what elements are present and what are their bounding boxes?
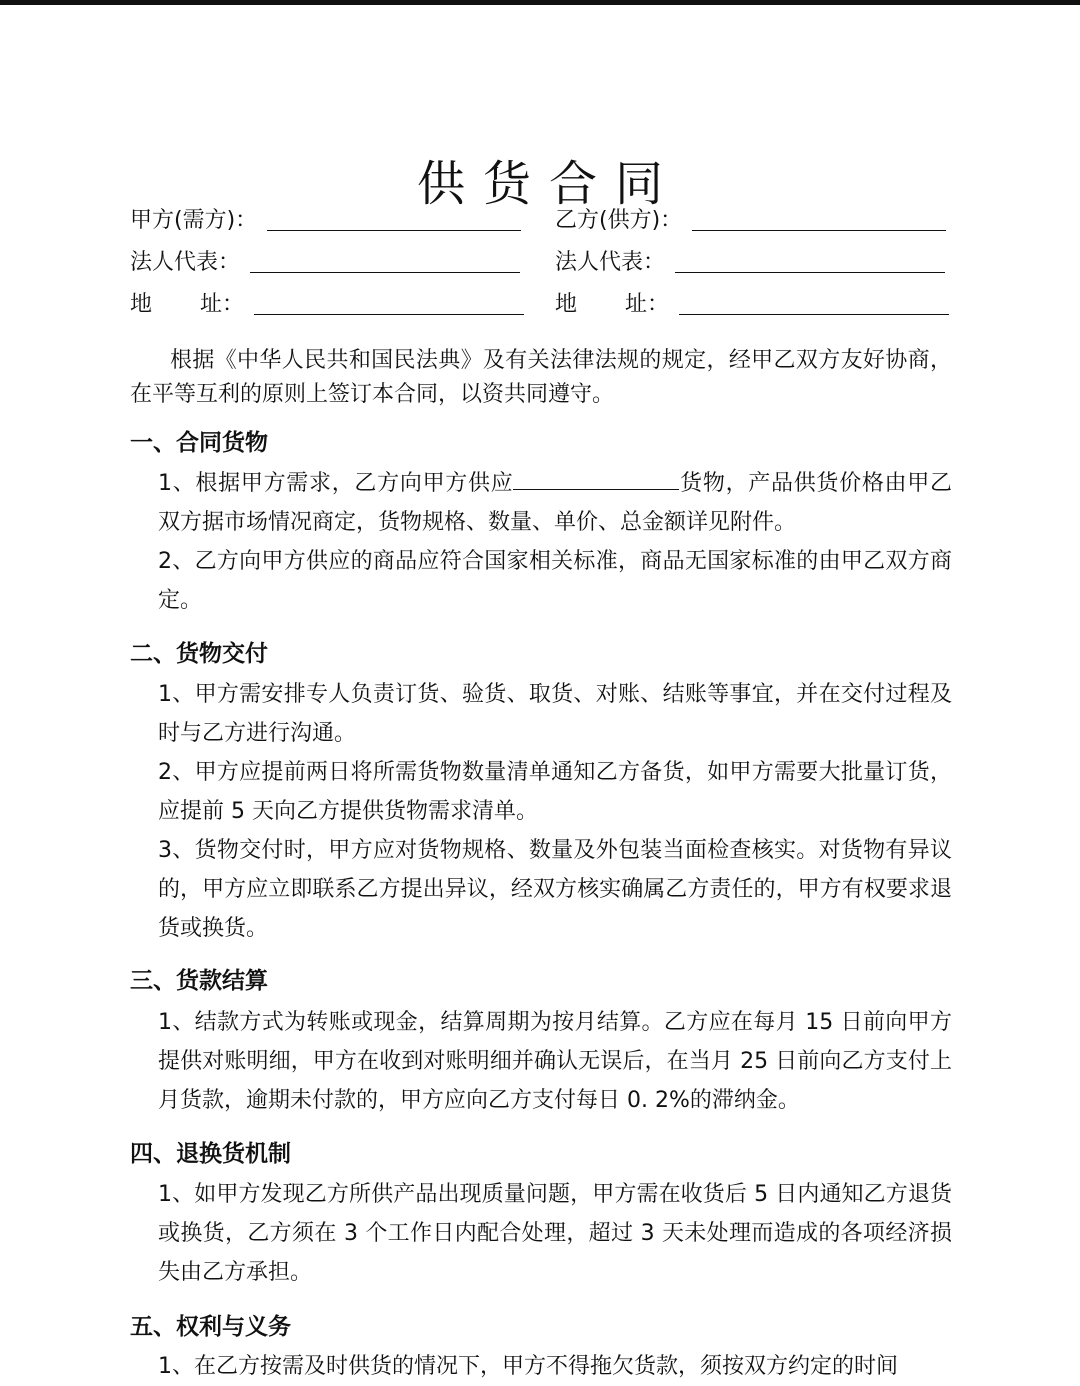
address-label-part-1: 地 (555, 292, 578, 317)
intro-paragraph: 根据《中华人民共和国民法典》及有关法律法规的规定，经甲乙双方友好协商，在平等互利的原则上签订本合同，以资共同遵守。 (130, 348, 952, 407)
party-a-address-blank[interactable] (254, 314, 524, 315)
address-label-part-2: 址： (625, 292, 670, 317)
party-a-rep-label: 法人代表： (130, 250, 241, 275)
party-a-name-blank[interactable] (267, 230, 521, 231)
party-a-rep-row (130, 247, 520, 279)
goods-name-blank[interactable] (513, 467, 679, 490)
section-heading-goods: 一、合同货物 (130, 430, 268, 456)
party-a-address-row (130, 289, 524, 321)
section-heading-delivery: 二、货物交付 (130, 641, 268, 667)
section-2-item-1: 1、甲方需安排专人负责订货、验货、取货、对账、结账等事宜，并在交付过程及时与乙方进行沟通。 (158, 682, 952, 746)
section-2-item-3: 3、货物交付时，甲方应对货物规格、数量及外包装当面检查核实。对货物有异议的，甲方应立即联系乙方提出异议，经双方核实确属乙方责任的，甲方有权要求退货或换货。 (158, 838, 952, 941)
item-text-before-blank: 1、根据甲方需求，乙方向甲方供应 (158, 471, 514, 496)
address-label-part-2: 址： (200, 292, 245, 317)
party-b-rep-blank[interactable] (675, 272, 945, 273)
section-2-item-2: 2、甲方应提前两日将所需货物数量清单通知乙方备货，如甲方需要大批量订货，应提前 5 天向乙方提供货物需求清单。 (158, 760, 952, 824)
top-border-bar (0, 0, 1080, 5)
address-label-part-1: 地 (130, 292, 153, 317)
document-title: 供货合同 (416, 156, 681, 213)
section-1-item-1 (158, 464, 952, 542)
section-heading-returns: 四、退换货机制 (130, 1141, 291, 1167)
party-b-rep-row (555, 247, 945, 279)
party-b-name-row (555, 205, 946, 237)
section-3-item-1: 1、结款方式为转账或现金，结算周期为按月结算。乙方应在每月 15 日前向甲方提供对账明细，甲方在收到对账明细并确认无误后，在当月 25 日前向乙方支付上月货款，逾期未付款的，甲方应向乙方支付每日 0. 2%的滞纳金。 (158, 1010, 952, 1113)
section-1-item-2: 2、乙方向甲方供应的商品应符合国家相关标准，商品无国家标准的由甲乙双方商定。 (158, 549, 952, 613)
party-b-label: 乙方(供方)： (555, 208, 683, 233)
section-5-item-1: 1、在乙方按需及时供货的情况下，甲方不得拖欠货款，须按双方约定的时间 (158, 1354, 898, 1379)
party-b-address-label (555, 289, 669, 321)
section-heading-rights: 五、权利与义务 (130, 1314, 291, 1340)
party-a-rep-blank[interactable] (250, 272, 520, 273)
party-b-address-blank[interactable] (679, 314, 949, 315)
party-a-address-label (130, 289, 244, 321)
party-b-rep-label: 法人代表： (555, 250, 666, 275)
party-a-label: 甲方(需方)： (130, 208, 258, 233)
section-4-item-1: 1、如甲方发现乙方所供产品出现质量问题，甲方需在收货后 5 日内通知乙方退货或换货，乙方须在 3 个工作日内配合处理，超过 3 天未处理而造成的各项经济损失由乙方承担。 (158, 1182, 952, 1285)
party-a-name-row (130, 205, 521, 237)
party-b-name-blank[interactable] (692, 230, 946, 231)
item-text-after-blank: 货物，产品供货价格由甲乙双方据市场情况商定，货物规格、数量、单价、总金额详见附件。 (158, 471, 952, 535)
section-heading-payment: 三、货款结算 (130, 968, 268, 994)
party-b-address-row (555, 289, 949, 321)
